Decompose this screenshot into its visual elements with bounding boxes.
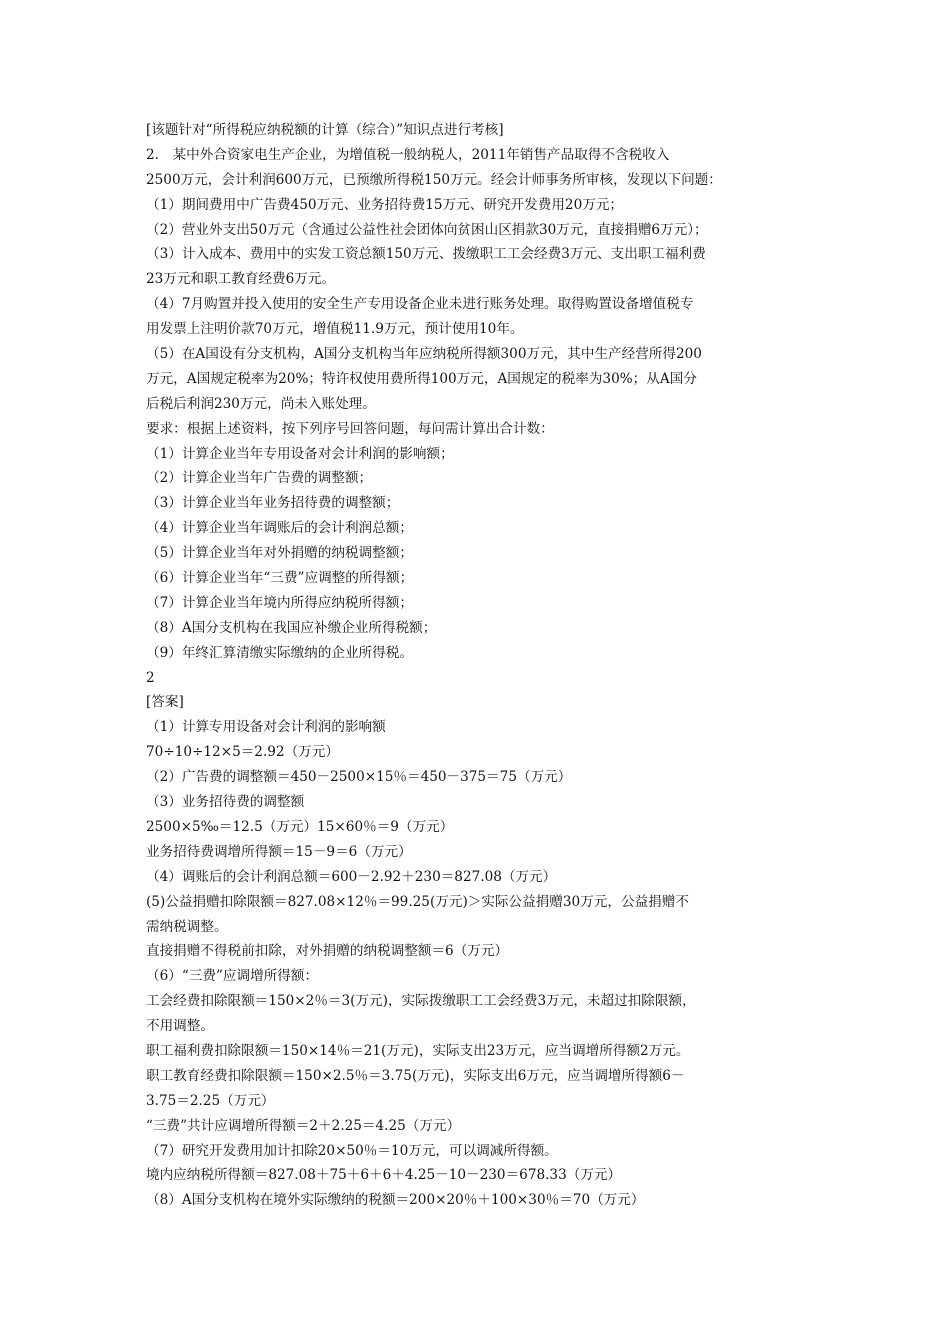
text-line: 23万元和职工教育经费6万元。: [146, 271, 336, 288]
text-line: 70÷10÷12×5＝2.92（万元）: [146, 744, 339, 761]
text-line: （8）A国分支机构在境外实际缴纳的税额＝200×20％＋100×30％＝70（万元）: [146, 1192, 645, 1209]
text-line: （4）计算企业当年调账后的会计利润总额；: [146, 520, 413, 537]
text-line: 2500万元，会计利润600万元，已预缴所得税150万元。经会计师事务所审核，发现以下问题：: [146, 171, 722, 188]
text-line: 职工福利费扣除限额＝150×14％＝21(万元)，实际支出23万元，应当调增所得额2万元。: [146, 1042, 690, 1059]
document-page: [146, 118, 836, 1213]
text-line: （9）年终汇算清缴实际缴纳的企业所得税。: [146, 644, 413, 661]
text-line: （5）计算企业当年对外捐赠的纳税调整额；: [146, 545, 413, 562]
text-line: （1）期间费用中广告费450万元、业务招待费15万元、研究开发费用20万元；: [146, 196, 624, 213]
text-line: （4）调账后的会计利润总额＝600－2.92＋230＝827.08（万元）: [146, 868, 557, 885]
text-line: 3.75＝2.25（万元）: [146, 1092, 275, 1109]
text-line: （2）计算企业当年广告费的调整额；: [146, 470, 373, 487]
text-line: “三费”共计应调增所得额＝2＋2.25＝4.25（万元）: [146, 1117, 461, 1134]
text-line: （7）计算企业当年境内所得应纳税所得额；: [146, 594, 413, 611]
text-line: （6）“三费”应调增所得额：: [146, 968, 319, 985]
text-line: 后税后利润230万元，尚未入账处理。: [146, 395, 376, 412]
text-line: （5）在A国设有分支机构，A国分支机构当年应纳税所得额300万元，其中生产经营所得200: [146, 346, 702, 363]
text-line: (5)公益捐赠扣除限额＝827.08×12％＝99.25(万元)＞实际公益捐赠30万元，公益捐赠不: [146, 893, 689, 910]
text-line: （4）7月购置并投入使用的安全生产专用设备企业未进行账务处理。取得购置设备增值税专: [146, 296, 694, 313]
text-line: 万元，A国规定税率为20%；特许权使用费所得100万元，A国规定的税率为30%；从A国分: [146, 370, 697, 387]
text-line: 直接捐赠不得税前扣除，对外捐赠的纳税调整额＝6（万元）: [146, 943, 509, 960]
text-line: [该题针对“所得税应纳税额的计算（综合）”知识点进行考核]: [146, 122, 504, 138]
text-line: （6）计算企业当年“三费”应调整的所得额；: [146, 570, 414, 587]
text-line: 职工教育经费扣除限额＝150×2.5％＝3.75(万元)，实际支出6万元，应当调增所得额6－: [146, 1067, 685, 1084]
text-line: 工会经费扣除限额＝150×2％＝3(万元)，实际拨缴职工工会经费3万元，未超过扣除限额，: [146, 993, 696, 1010]
text-line: （2）广告费的调整额＝450－2500×15％＝450－375＝75（万元）: [146, 769, 572, 786]
text-line: （3）计入成本、费用中的实发工资总额150万元、拨缴职工工会经费3万元、支出职工福利费: [146, 246, 706, 263]
text-line: 2: [146, 669, 155, 686]
text-line: 业务招待费调增所得额＝15－9＝6（万元）: [146, 843, 412, 860]
text-line: （8）A国分支机构在我国应补缴企业所得税额；: [146, 619, 437, 636]
text-line: 不用调整。: [146, 1018, 214, 1035]
text-line: 2500×5‰＝12.5（万元）15×60％＝9（万元）: [146, 818, 454, 835]
text-line: （3）业务招待费的调整额: [146, 794, 305, 811]
text-line: 要求：根据上述资料，按下列序号回答问题，每问需计算出合计数：: [146, 420, 554, 437]
text-line: （1）计算专用设备对会计利润的影响额: [146, 719, 386, 736]
text-line: 2. 某中外合资家电生产企业，为增值税一般纳税人，2011年销售产品取得不含税收入: [146, 146, 670, 163]
text-line: （2）营业外支出50万元（含通过公益性社会团体向贫困山区捐款30万元，直接捐赠6万元）；: [146, 221, 708, 238]
text-line: 境内应纳税所得额＝827.08＋75＋6＋6＋4.25－10－230＝678.33（万元）: [146, 1167, 622, 1184]
text-line: 用发票上注明价款70万元，增值税11.9万元，预计使用10年。: [146, 321, 524, 338]
text-line: （7）研究开发费用加计扣除20×50％＝10万元，可以调减所得额。: [146, 1142, 558, 1159]
text-line: （1）计算企业当年专用设备对会计利润的影响额；: [146, 445, 454, 462]
text-line: 需纳税调整。: [146, 918, 228, 935]
text-line: [答案]: [146, 694, 184, 711]
text-line: （3）计算企业当年业务招待费的调整额；: [146, 495, 400, 512]
